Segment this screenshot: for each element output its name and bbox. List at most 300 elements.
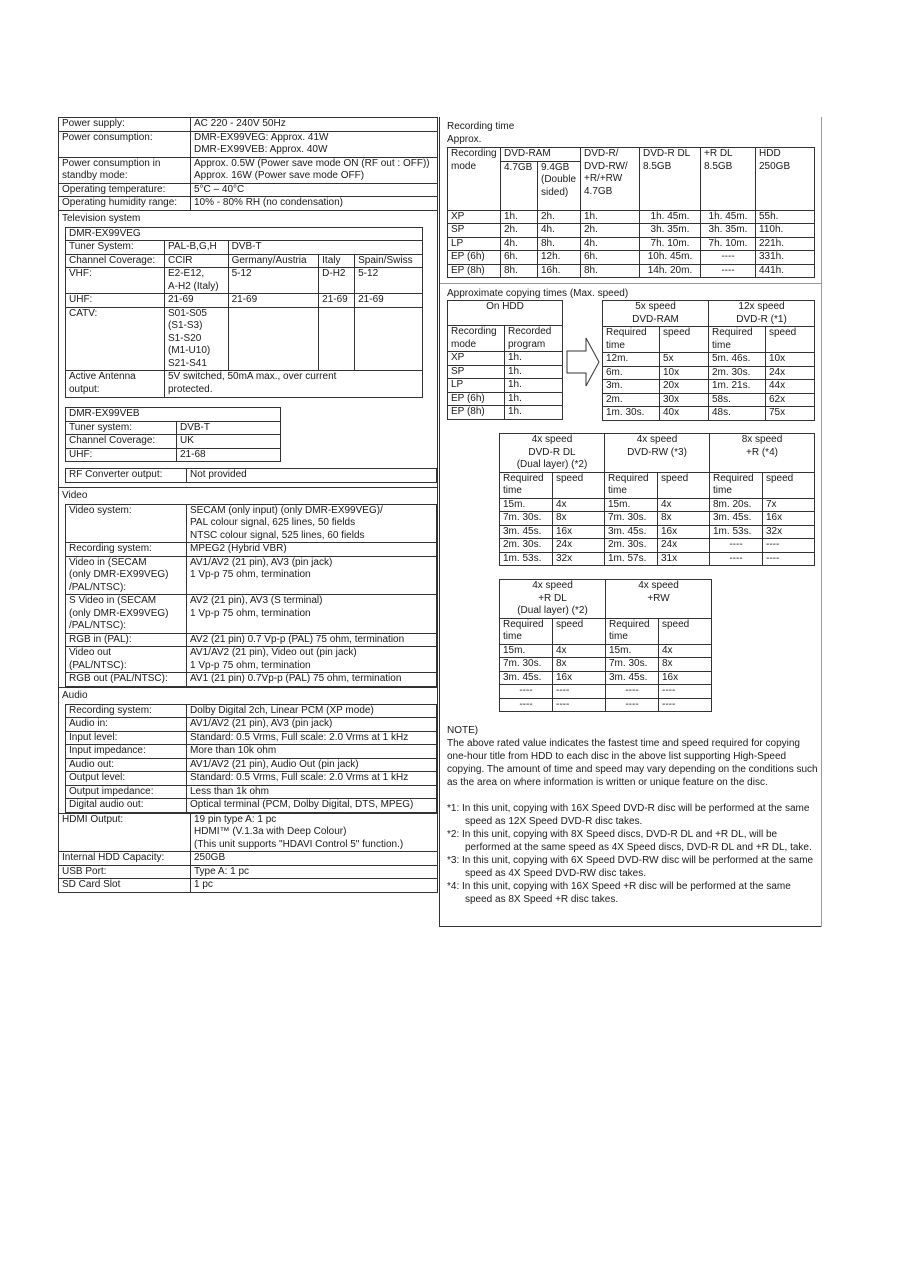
spec-label: Digital audio out: bbox=[66, 799, 187, 813]
spec-value bbox=[191, 157, 438, 183]
cell: 16h. bbox=[538, 264, 581, 278]
cell: 16x bbox=[658, 525, 710, 539]
col-header: speed bbox=[658, 472, 710, 498]
cell: 31x bbox=[658, 552, 710, 566]
recording-copying-column bbox=[439, 117, 822, 927]
cell: 7m. 30s. bbox=[605, 512, 658, 526]
col-header bbox=[448, 326, 505, 352]
header-line: time bbox=[503, 485, 522, 496]
catv-line: S01-S05 bbox=[168, 307, 207, 319]
spec-label bbox=[59, 157, 191, 183]
header-line: HDD bbox=[759, 148, 781, 159]
cell: EP (8h) bbox=[448, 406, 505, 420]
cell: 4h. bbox=[581, 237, 640, 251]
label-line: output: bbox=[69, 383, 100, 395]
note-title: NOTE) bbox=[447, 725, 479, 736]
table-row bbox=[603, 393, 815, 407]
tail-spec-table bbox=[58, 813, 438, 893]
cell: 3m. 45s. bbox=[606, 671, 659, 685]
cell: 4x bbox=[659, 644, 712, 658]
header-line: +R DL bbox=[538, 592, 567, 604]
cell: ---- bbox=[606, 698, 659, 712]
value-line: 19 pin type A: 1 pc bbox=[194, 813, 277, 825]
header-line: 5x speed bbox=[635, 301, 676, 312]
spec-value: 21-69 bbox=[319, 294, 355, 308]
col-header bbox=[500, 618, 553, 644]
header-line: DVD-R/ bbox=[584, 148, 619, 159]
cell: 3h. 35m. bbox=[701, 224, 756, 238]
table-row bbox=[448, 251, 815, 265]
spec-label: Recording system: bbox=[66, 704, 187, 718]
spec-label bbox=[66, 647, 187, 673]
header-line: Required bbox=[712, 327, 753, 338]
header-line: Required bbox=[713, 472, 754, 484]
header-line: Required bbox=[609, 618, 650, 630]
cell: 24x bbox=[766, 366, 815, 380]
spacer bbox=[447, 789, 819, 802]
spec-label: Audio out: bbox=[66, 758, 187, 772]
footnote-4: *4: In this unit, copying with 16X Speed +R disc will be performed at the same speed as 8X Speed +R disc takes. bbox=[447, 881, 791, 905]
header-line: 9.4GB bbox=[541, 161, 570, 173]
header-line: +R/+RW bbox=[584, 173, 623, 184]
cell: 4x bbox=[553, 498, 605, 512]
header-line: time bbox=[503, 631, 522, 642]
cell: 3m. 45s. bbox=[500, 525, 553, 539]
cell: ---- bbox=[500, 698, 553, 712]
empty-cell bbox=[355, 307, 423, 371]
cell: ---- bbox=[710, 539, 763, 553]
header-line: time bbox=[606, 339, 625, 351]
spec-label bbox=[66, 556, 187, 595]
cell: 58s. bbox=[709, 393, 766, 407]
empty-cell bbox=[319, 307, 355, 371]
spec-value: AV1 (21 pin) 0.7Vp-p (PAL) 75 ohm, termination bbox=[187, 673, 437, 687]
cell: 12m. bbox=[603, 353, 660, 367]
header-line: (Dual layer) (*2) bbox=[516, 459, 588, 470]
spec-row bbox=[59, 157, 438, 183]
cell: 16x bbox=[553, 671, 606, 685]
recording-time-section bbox=[440, 117, 822, 278]
table-row bbox=[500, 525, 815, 539]
spec-value: Standard: 0.5 Vrms, Full scale: 2.0 Vrms at 1 kHz bbox=[187, 772, 437, 786]
header-line: 4x speed bbox=[532, 580, 573, 591]
cell: 2m. bbox=[603, 393, 660, 407]
spec-label: VHF: bbox=[66, 268, 165, 294]
spec-value bbox=[187, 504, 437, 543]
bottom-rule bbox=[439, 926, 821, 927]
header-line: 8.5GB bbox=[704, 160, 733, 172]
group-header bbox=[500, 580, 606, 619]
cell: ---- bbox=[500, 685, 553, 699]
spec-label: Input level: bbox=[66, 731, 187, 745]
cell: SP bbox=[448, 224, 501, 238]
group-header bbox=[605, 434, 710, 473]
cell: ---- bbox=[763, 539, 815, 553]
cell: 10x bbox=[766, 353, 815, 367]
cell: 1h. 45m. bbox=[640, 210, 701, 224]
col-header: speed bbox=[553, 472, 605, 498]
cell: 5m. 46s. bbox=[709, 353, 766, 367]
col-header: speed bbox=[659, 618, 712, 644]
cell: 12h. bbox=[538, 251, 581, 265]
cell: EP (8h) bbox=[448, 264, 501, 278]
audio-spec-table bbox=[65, 704, 437, 813]
coverage-spain: Spain/Swiss bbox=[355, 254, 423, 268]
label-line: S Video in (SECAM bbox=[69, 595, 157, 606]
spec-value: Dolby Digital 2ch, Linear PCM (XP mode) bbox=[187, 704, 437, 718]
table-row bbox=[448, 352, 563, 366]
cell: 1h. bbox=[581, 210, 640, 224]
cell: 6h. bbox=[501, 251, 538, 265]
label-line: Video out bbox=[69, 647, 112, 658]
spec-value bbox=[187, 556, 437, 595]
cell: 3m. 45s. bbox=[605, 525, 658, 539]
header-line: +R (*4) bbox=[746, 446, 778, 458]
header-line: mode bbox=[451, 338, 477, 350]
table-row bbox=[448, 210, 815, 224]
spec-value bbox=[165, 371, 423, 398]
spec-page bbox=[58, 117, 822, 927]
cell: 6h. bbox=[581, 251, 640, 265]
group-header bbox=[710, 434, 815, 473]
cell: 15m. bbox=[605, 498, 658, 512]
model-name: DMR-EX99VEG bbox=[66, 227, 423, 241]
header-line: 4x speed bbox=[531, 434, 573, 445]
spec-label-line: standby mode: bbox=[62, 170, 128, 181]
spec-label: Output level: bbox=[66, 772, 187, 786]
spec-label: Channel Coverage: bbox=[66, 435, 177, 449]
cell: 7m. 30s. bbox=[606, 658, 659, 672]
spec-value: 21-69 bbox=[355, 294, 423, 308]
spec-row bbox=[59, 183, 438, 197]
spec-label: CATV: bbox=[66, 307, 165, 371]
cell: 24x bbox=[553, 539, 605, 553]
cell: 4h. bbox=[501, 237, 538, 251]
spec-label: HDMI Output: bbox=[59, 813, 191, 852]
header-line: time bbox=[712, 339, 731, 351]
table-row bbox=[448, 237, 815, 251]
spec-value: 5-12 bbox=[355, 268, 423, 294]
cell: 2h. bbox=[538, 210, 581, 224]
spec-row bbox=[59, 131, 438, 157]
spec-value-line: Approx. 0.5W (Power save mode ON (RF out : OFF)) bbox=[194, 157, 430, 169]
spec-label: Tuner system: bbox=[66, 421, 177, 435]
table-row bbox=[448, 264, 815, 278]
cell: 15m. bbox=[500, 644, 553, 658]
copy-table-rdl-rw bbox=[499, 579, 712, 712]
spec-label: RF Converter output: bbox=[66, 469, 187, 483]
label-line: Active Antenna bbox=[69, 371, 136, 382]
spec-value: MPEG2 (Hybrid VBR) bbox=[187, 543, 437, 557]
video-section bbox=[58, 488, 438, 688]
value-line: (This unit supports "HDAVI Control 5" function.) bbox=[194, 838, 404, 850]
value-line: 1 Vp-p 75 ohm, termination bbox=[190, 659, 311, 671]
header-line: 4.7GB bbox=[584, 185, 613, 197]
cell: LP bbox=[448, 237, 501, 251]
label-line: /PAL/NTSC): bbox=[69, 620, 127, 631]
spec-value: 1 pc bbox=[191, 879, 438, 893]
col-header: speed bbox=[660, 327, 709, 353]
coverage-italy: Italy bbox=[319, 254, 355, 268]
header-line: DVD-R DL bbox=[528, 446, 576, 458]
cell: 8x bbox=[553, 658, 606, 672]
header-line: 8x speed bbox=[741, 434, 783, 445]
cell: ---- bbox=[553, 698, 606, 712]
cell: 24x bbox=[658, 539, 710, 553]
recording-time-table bbox=[447, 147, 815, 278]
cell: 3m. bbox=[603, 380, 660, 394]
cell: 2m. 30s. bbox=[709, 366, 766, 380]
col-header bbox=[505, 326, 563, 352]
spec-label: Channel Coverage: bbox=[66, 254, 165, 268]
cell: 48s. bbox=[709, 407, 766, 421]
cell: 44x bbox=[766, 380, 815, 394]
spec-label: Power consumption: bbox=[59, 131, 191, 157]
cell: 10h. 45m. bbox=[640, 251, 701, 265]
header-line: time bbox=[713, 485, 732, 496]
cell: 441h. bbox=[756, 264, 815, 278]
spec-label: Tuner System: bbox=[66, 241, 165, 255]
value-line: 1 Vp-p 75 ohm, termination bbox=[190, 607, 311, 619]
spec-value: More than 10k ohm bbox=[187, 745, 437, 759]
col-header bbox=[605, 472, 658, 498]
television-system-section bbox=[58, 211, 438, 488]
cell: 4x bbox=[658, 498, 710, 512]
group-header bbox=[500, 434, 605, 473]
header-line: DVD-RAM bbox=[632, 313, 679, 325]
col-header: speed bbox=[766, 327, 815, 353]
cell: 16x bbox=[553, 525, 605, 539]
header-line: (Dual layer) (*2) bbox=[517, 605, 588, 616]
value-line: PAL colour signal, 625 lines, 50 fields bbox=[190, 517, 356, 528]
cell: 3m. 45s. bbox=[710, 512, 763, 526]
spec-label: Recording system: bbox=[66, 543, 187, 557]
value-line: protected. bbox=[168, 383, 213, 395]
col-header bbox=[500, 472, 553, 498]
cell: 7x bbox=[763, 498, 815, 512]
cell: ---- bbox=[553, 685, 606, 699]
header-line: 12x speed bbox=[738, 301, 785, 312]
table-row bbox=[500, 698, 712, 712]
col-header-rdl bbox=[701, 148, 756, 211]
spec-value bbox=[187, 595, 437, 634]
label-line: (only DMR-EX99VEG) bbox=[69, 607, 169, 619]
cell: 32x bbox=[763, 525, 815, 539]
spec-label: Operating temperature: bbox=[59, 183, 191, 197]
header-line: mode bbox=[451, 160, 477, 172]
header-line: sided) bbox=[541, 186, 569, 198]
spec-value: AV2 (21 pin) 0.7 Vp-p (PAL) 75 ohm, termination bbox=[187, 633, 437, 647]
cell: XP bbox=[448, 210, 501, 224]
spec-row bbox=[59, 118, 438, 132]
cell: 1h. 45m. bbox=[701, 210, 756, 224]
cell: 55h. bbox=[756, 210, 815, 224]
spec-label: SD Card Slot bbox=[59, 879, 191, 893]
spec-value: PAL-B,G,H bbox=[165, 241, 229, 255]
group-header bbox=[603, 301, 709, 327]
group-header bbox=[606, 580, 712, 619]
cell: 40x bbox=[660, 407, 709, 421]
table-row bbox=[603, 407, 815, 421]
cell: 10x bbox=[660, 366, 709, 380]
cell: ---- bbox=[701, 264, 756, 278]
header-line: DVD-R DL bbox=[643, 148, 691, 159]
cell: 15m. bbox=[500, 498, 553, 512]
spec-value: AC 220 - 240V 50Hz bbox=[191, 118, 438, 132]
col-header bbox=[709, 327, 766, 353]
specifications-column bbox=[58, 117, 438, 893]
col-header-dvdr bbox=[581, 148, 640, 211]
spec-label-line: Power consumption in bbox=[62, 157, 161, 169]
col-header-hdd bbox=[756, 148, 815, 211]
spec-value bbox=[191, 131, 438, 157]
spec-value bbox=[165, 307, 229, 371]
section-title: Television system bbox=[62, 212, 141, 224]
general-spec-table bbox=[58, 117, 438, 211]
header-line: time bbox=[608, 485, 627, 496]
spec-label: Video system: bbox=[66, 504, 187, 543]
header-line: DVD-RW (*3) bbox=[627, 446, 687, 458]
veg-tuner-table bbox=[65, 227, 423, 399]
header-line: Required bbox=[608, 472, 649, 484]
col-header-mode bbox=[448, 148, 501, 211]
table-row bbox=[500, 671, 712, 685]
cell: 110h. bbox=[756, 224, 815, 238]
header-line: time bbox=[609, 631, 628, 642]
cell: 8h. bbox=[501, 264, 538, 278]
table-row bbox=[603, 366, 815, 380]
table-row bbox=[500, 539, 815, 553]
cell: 7h. 10m. bbox=[701, 237, 756, 251]
spec-value: Standard: 0.5 Vrms, Full scale: 2.0 Vrms at 1 kHz bbox=[187, 731, 437, 745]
cell: ---- bbox=[606, 685, 659, 699]
table-row bbox=[500, 644, 712, 658]
table-row bbox=[448, 379, 563, 393]
col-header bbox=[606, 618, 659, 644]
table-row bbox=[500, 552, 815, 566]
spec-value: 250GB bbox=[191, 852, 438, 866]
cell: 7m. 30s. bbox=[500, 512, 553, 526]
empty-cell bbox=[228, 307, 319, 371]
cell: XP bbox=[448, 352, 505, 366]
value-line: NTSC colour signal, 525 lines, 60 fields bbox=[190, 529, 365, 541]
table-row bbox=[448, 406, 563, 420]
col-header-dvdram-47: 4.7GB bbox=[501, 161, 538, 210]
spec-label: Output impedance: bbox=[66, 785, 187, 799]
section-title: Audio bbox=[62, 689, 88, 701]
spec-value: 21-68 bbox=[177, 448, 281, 462]
catv-line: (M1-U10) bbox=[168, 345, 211, 356]
spec-label: Operating humidity range: bbox=[59, 197, 191, 211]
section-subtitle: Approx. bbox=[447, 134, 482, 145]
cell: 7h. 10m. bbox=[640, 237, 701, 251]
header-line: (Double bbox=[541, 174, 577, 185]
on-hdd-table bbox=[447, 300, 563, 420]
rf-converter-table bbox=[65, 468, 437, 483]
cell: 16x bbox=[659, 671, 712, 685]
cell: 4h. bbox=[538, 224, 581, 238]
spec-value: D-H2 bbox=[319, 268, 355, 294]
cell: 4x bbox=[553, 644, 606, 658]
spec-value: UK bbox=[177, 435, 281, 449]
spec-value-line: DMR-EX99VEG: Approx. 41W bbox=[194, 131, 329, 143]
cell: ---- bbox=[659, 685, 712, 699]
header-line: 4x speed bbox=[638, 580, 679, 591]
header-line: program bbox=[508, 338, 546, 350]
value-line: 1 Vp-p 75 ohm, termination bbox=[190, 569, 311, 580]
col-header-dvdram: DVD-RAM bbox=[501, 148, 581, 162]
cell: 1m. 53s. bbox=[710, 525, 763, 539]
cell: 7m. 30s. bbox=[500, 658, 553, 672]
label-line: (only DMR-EX99VEG) bbox=[69, 569, 169, 580]
spec-value: 21-69 bbox=[165, 294, 229, 308]
cell: 3m. 45s. bbox=[500, 671, 553, 685]
table-row bbox=[500, 658, 712, 672]
spec-value-line: Approx. 16W (Power save mode OFF) bbox=[194, 170, 365, 181]
spec-value bbox=[191, 813, 438, 852]
header-line: 8.5GB bbox=[643, 160, 672, 172]
copy-table-dvdrdl-dvdrw-r bbox=[499, 433, 815, 566]
cell: 8m. 20s. bbox=[710, 498, 763, 512]
spec-row bbox=[59, 197, 438, 211]
spec-label bbox=[66, 595, 187, 634]
table-row bbox=[500, 512, 815, 526]
cell: 5x bbox=[660, 353, 709, 367]
spec-label: Internal HDD Capacity: bbox=[59, 852, 191, 866]
header-line: DVD-R (*1) bbox=[736, 313, 787, 325]
cell: 8h. bbox=[581, 264, 640, 278]
catv-line: S1-S20 bbox=[168, 332, 202, 344]
table-title: On HDD bbox=[448, 301, 563, 326]
header-line: Recorded bbox=[508, 326, 552, 337]
cell: 2m. 30s. bbox=[605, 539, 658, 553]
cell: 1m. 57s. bbox=[605, 552, 658, 566]
cell: ---- bbox=[701, 251, 756, 265]
note-body: The above rated value indicates the fastest time and speed required for copying one-hour title from HDD to each disc in the above list supporting High-Speed copying. The amount of time and speed may vary depending on the conditions such as the area on where information is written or unique feature on the disc. bbox=[447, 738, 818, 788]
catv-line: S21-S41 bbox=[168, 357, 207, 369]
cell: ---- bbox=[710, 552, 763, 566]
col-header bbox=[603, 327, 660, 353]
value-line: AV1/AV2 (21 pin), Video out (pin jack) bbox=[190, 647, 357, 658]
cell: 1h. bbox=[505, 406, 563, 420]
col-header: speed bbox=[553, 618, 606, 644]
spec-value: DVB-T bbox=[177, 421, 281, 435]
cell: 2h. bbox=[501, 224, 538, 238]
spec-value bbox=[165, 268, 229, 294]
label-line: Video in (SECAM bbox=[69, 556, 147, 568]
spec-label: RGB in (PAL): bbox=[66, 633, 187, 647]
table-row bbox=[448, 224, 815, 238]
table-row bbox=[603, 353, 815, 367]
spec-value: AV1/AV2 (21 pin), AV3 (pin jack) bbox=[187, 718, 437, 732]
label-line: /PAL/NTSC): bbox=[69, 581, 127, 593]
cell: 6m. bbox=[603, 366, 660, 380]
header-line: +R DL bbox=[704, 148, 733, 159]
header-line: Required bbox=[503, 618, 544, 630]
spec-label: USB Port: bbox=[59, 865, 191, 879]
cell: 1h. bbox=[505, 352, 563, 366]
cell: 1h. bbox=[501, 210, 538, 224]
spec-value: Type A: 1 pc bbox=[191, 865, 438, 879]
value-line: AV1/AV2 (21 pin), AV3 (pin jack) bbox=[190, 556, 333, 568]
spec-value: Not provided bbox=[187, 469, 437, 483]
cell: 1m. 21s. bbox=[709, 380, 766, 394]
cell: 1m. 53s. bbox=[500, 552, 553, 566]
header-line: Recording bbox=[451, 326, 497, 337]
cell: 30x bbox=[660, 393, 709, 407]
veb-tuner-table bbox=[65, 407, 281, 462]
spec-label bbox=[66, 371, 165, 398]
